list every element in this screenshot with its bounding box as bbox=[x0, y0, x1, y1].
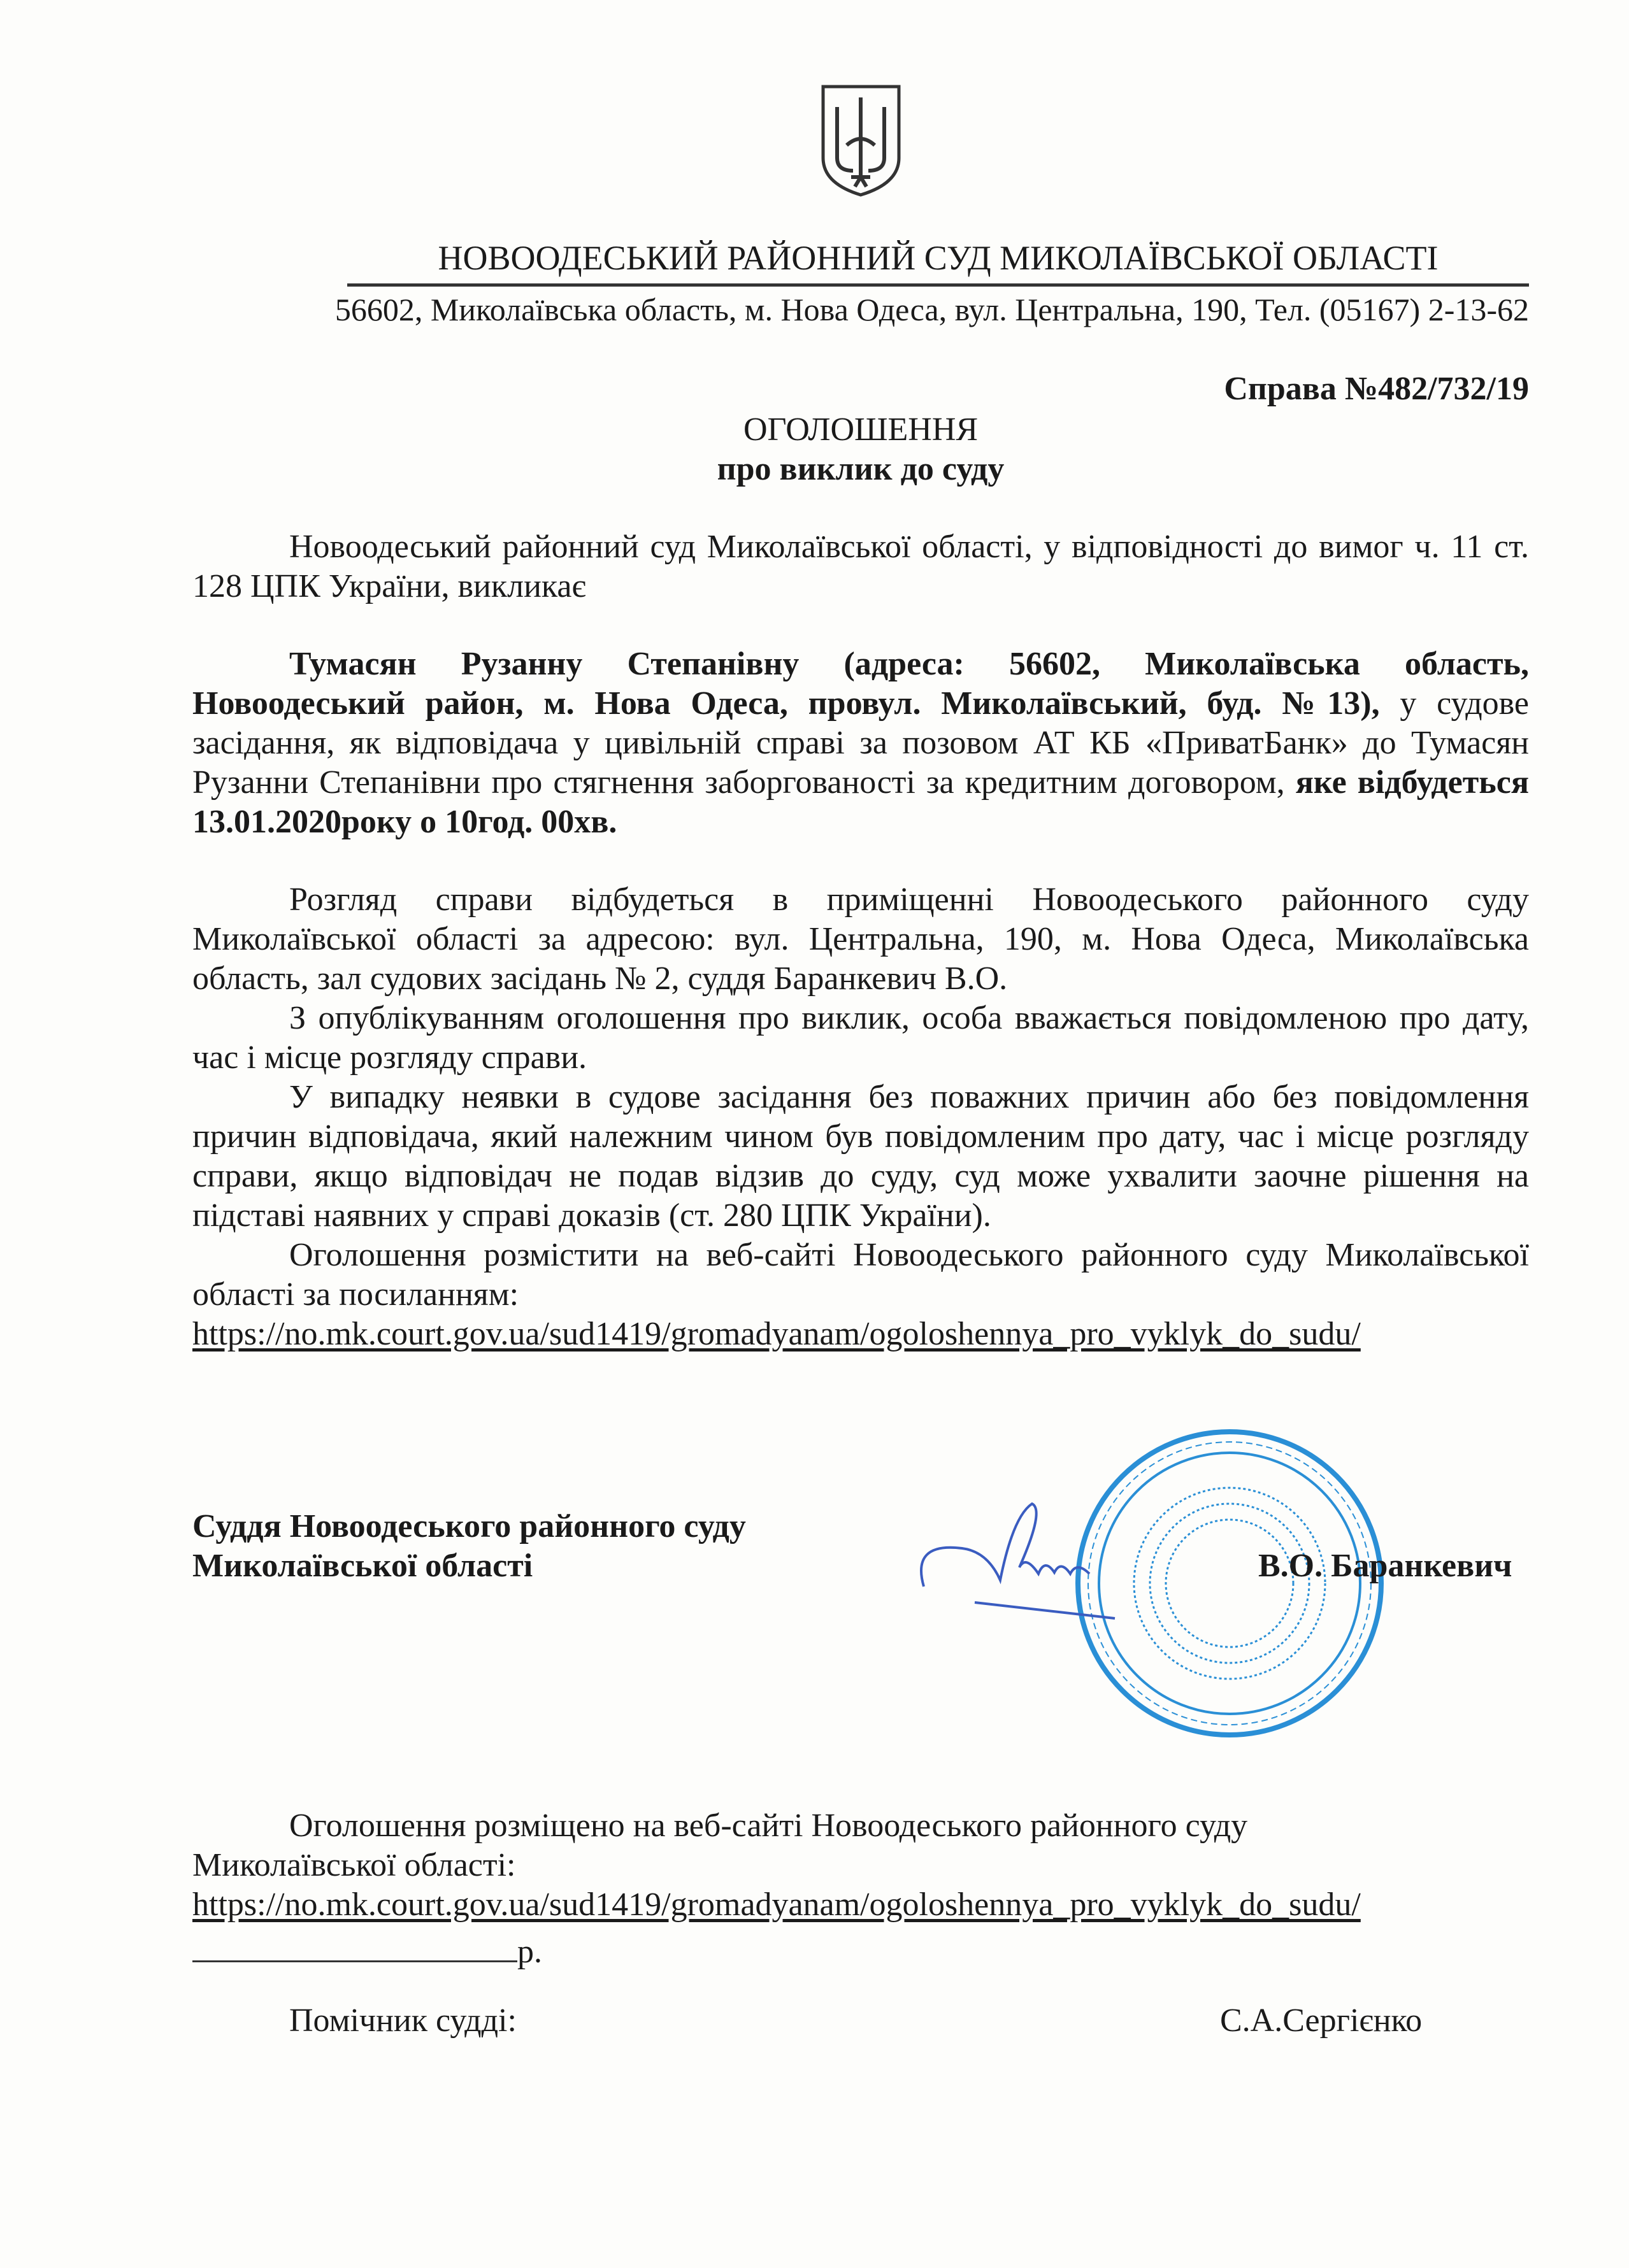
paragraph-summons bbox=[192, 645, 1529, 842]
date-blank-line bbox=[192, 1930, 1529, 1972]
paragraph-intro bbox=[192, 527, 1529, 606]
assistant-row bbox=[192, 2001, 1529, 2041]
court-address: 56602, Миколаївська область, м. Нова Одеса, вул. Центральна, 190, Тел. (05167) 2-13-62 bbox=[334, 292, 1529, 327]
document-page bbox=[192, 0, 1529, 2168]
paragraph-publication: Оголошення розмістити на веб-сайті Новоодеського районного суду Миколаївської області за посиланням: bbox=[192, 1237, 1529, 1313]
paragraph-text: Новоодеський районний суд Миколаївської області, у відповідності до вимог ч. 11 ст. 128 ЦПК України, викликає bbox=[192, 529, 1529, 604]
hearing-datetime: яке відбудеться 13.01.2020року о 10год. 00хв. bbox=[192, 764, 1529, 840]
assistant-name: С.А.Сергієнко bbox=[1220, 2002, 1423, 2039]
signature-block bbox=[192, 1507, 1529, 1698]
court-link-2[interactable]: https://no.mk.court.gov.ua/sud1419/gromadyanam/ogoloshennya_pro_vyklyk_do_sudu/ bbox=[192, 1886, 1361, 1923]
defendant-info: Тумасян Рузанну Степанівну (адреса: 56602, Миколаївська область, Новоодеський район, м. Нова Одеса, провул. Миколаївський, буд. №13), bbox=[192, 646, 1529, 722]
coat-of-arms-icon bbox=[818, 82, 904, 199]
paragraphs-details bbox=[192, 880, 1529, 1354]
paragraph-hearing-place: Розгляд справи відбудеться в приміщенні Новоодеського районного суду Миколаївської області за адресою: вул. Центральна, 190, м. Нова Одеса, Миколаївська область, зал судових засідань № 2, суддя Баранкевич В.О. bbox=[192, 881, 1529, 997]
court-link-1[interactable]: https://no.mk.court.gov.ua/sud1419/gromadyanam/ogoloshennya_pro_vyklyk_do_sudu/ bbox=[192, 1316, 1361, 1352]
summons-text bbox=[192, 645, 1529, 842]
letterhead bbox=[334, 238, 1529, 329]
document-title: ОГОЛОШЕННЯ bbox=[743, 411, 979, 448]
posted-text: Оголошення розміщено на веб-сайті Новоодеського районного суду Миколаївської області: bbox=[192, 1808, 1248, 1883]
emblem-container bbox=[192, 82, 1529, 199]
paragraph-absence: У випадку неявки в судове засідання без поважних причин або без повідомлення причин відповідача, який належним чином був повідомленим про дату, час і місце розгляду справи, якщо відповідач не подав відзив до суду, суд може ухвалити заочне рішення на підставі наявних у справі доказів (ст. 280 ЦПК України). bbox=[192, 1079, 1529, 1234]
judge-signature bbox=[905, 1491, 1172, 1631]
header-divider bbox=[347, 283, 1529, 287]
assistant-label: Помічник судді: bbox=[289, 2002, 517, 2039]
position-line: Миколаївської області bbox=[192, 1548, 533, 1584]
case-description: у судове засідання, як відповідача у цивільній справі за позовом АТ КБ «ПриватБанк» до Тумасян Рузанни Степанівни про стягнення заборгованості за кредитним договором, bbox=[192, 685, 1529, 801]
document-subtitle: про виклик до суду bbox=[717, 451, 1005, 487]
position-line: Суддя Новоодеського районного суду bbox=[192, 1508, 746, 1544]
court-name: НОВООДЕСЬКИЙ РАЙОННИЙ СУД МИКОЛАЇВСЬКОЇ ОБЛАСТІ bbox=[438, 239, 1439, 277]
footer-posted bbox=[192, 1806, 1529, 1925]
link-line bbox=[192, 1315, 1529, 1354]
judge-name: В.О. Баранкевич bbox=[1258, 1548, 1512, 1584]
date-blank bbox=[192, 1930, 517, 1962]
date-suffix: р. bbox=[517, 1934, 542, 1970]
case-number: Справа №482/732/19 bbox=[1224, 371, 1529, 407]
link-line bbox=[192, 1885, 1529, 1925]
judge-position bbox=[192, 1507, 746, 1586]
paragraph-notification: З опублікуванням оголошення про виклик, особа вважається повідомленою про дату, час і місце розгляду справи. bbox=[192, 1000, 1529, 1076]
